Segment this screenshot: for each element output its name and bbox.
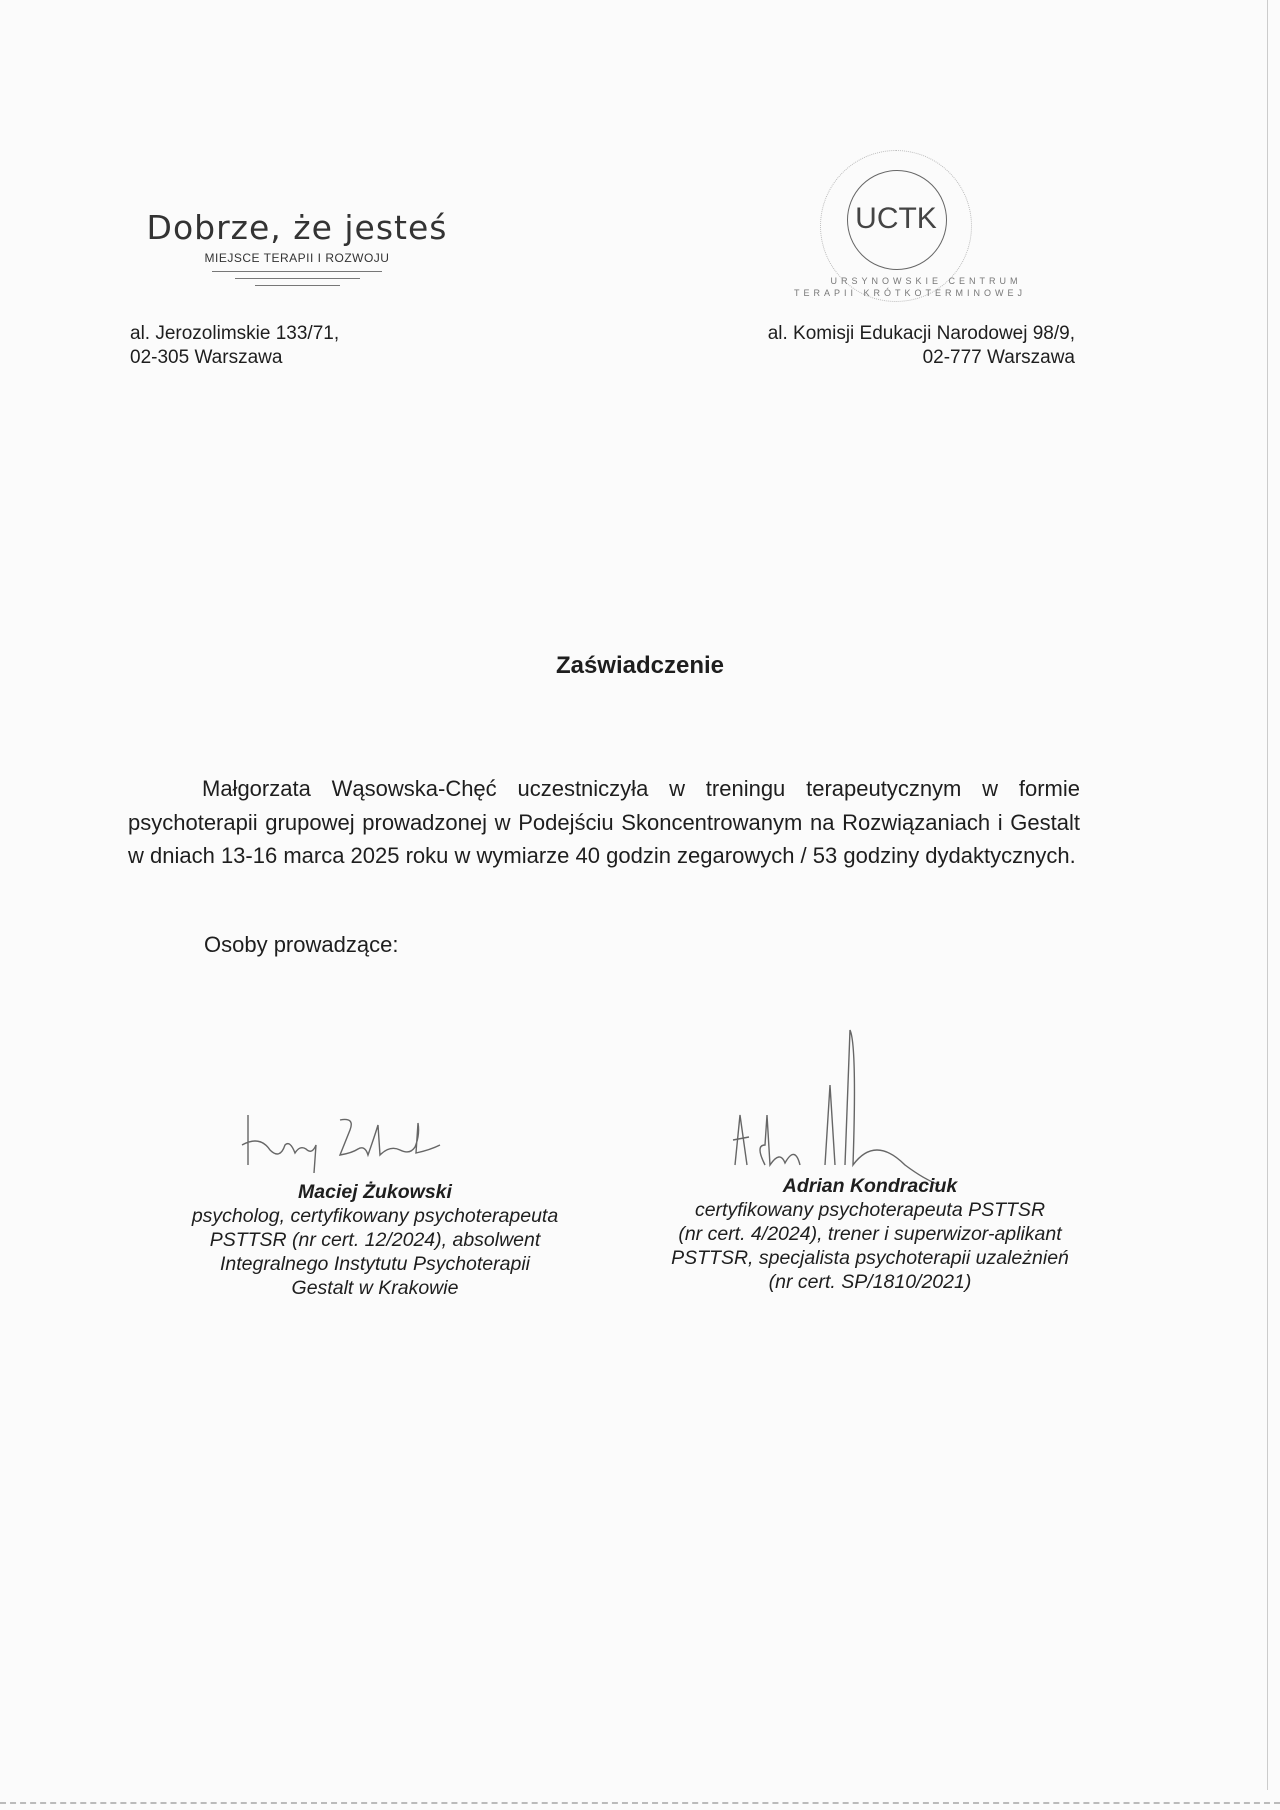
address-line: al. Komisji Edukacji Narodowej 98/9, (767, 323, 1075, 344)
divider (212, 271, 382, 272)
divider (255, 285, 340, 286)
brand-tagline: MIEJSCE TERAPII I ROZWOJU (204, 251, 390, 265)
address-line: al. Jerozolimskie 133/71, (130, 323, 340, 344)
uctk-logo (785, 150, 1035, 300)
address-line: 02-777 Warszawa (922, 347, 1075, 368)
leader-kondraciuk (620, 1174, 1120, 1294)
address-line: 02-305 Warszawa (130, 347, 283, 368)
right-address (768, 322, 1075, 370)
logo-line: URSYNOWSKIE CENTRUM (830, 276, 1022, 286)
leader-credential: certyfikowany psychoterapeuta PSTTSR (694, 1199, 1046, 1221)
leader-credential: PSTTSR, specjalista psychoterapii uzależnień (671, 1247, 1069, 1269)
leader-credential: Integralnego Instytutu Psychoterapii (219, 1253, 531, 1275)
logo-line: TERAPII KRÓTKOTERMINOWEJ (793, 288, 1026, 298)
logo-text: UCTK (855, 202, 937, 235)
leader-zukowski (160, 1180, 590, 1300)
leader-credential: (nr cert. 4/2024), trener i superwizor-aplikant (678, 1223, 1062, 1245)
page-edge (1267, 0, 1268, 1790)
leader-credential: (nr cert. SP/1810/2021) (768, 1271, 972, 1293)
signature-kondraciuk (725, 1025, 955, 1185)
left-address (130, 322, 339, 370)
leader-name: Adrian Kondraciuk (782, 1175, 958, 1197)
leader-credential: PSTTSR (nr cert. 12/2024), absolwent (209, 1229, 541, 1251)
dobrze-ze-jestes-logo (137, 208, 457, 286)
certificate-body: Małgorzata Wąsowska-Chęć uczestniczyła w treningu terapeutycznym w formie psychoterapii grupowej prowadzonej w Podejściu Skoncentrowanym na Rozwiązaniach i Gestalt w dniach 13-16 marca 2025 roku w wymiarze 40 godzin zegarowych / 53 godziny dydaktycznych. (128, 776, 1080, 868)
leaders-label: Osoby prowadzące: (204, 932, 399, 957)
leader-name: Maciej Żukowski (298, 1181, 452, 1203)
signature-zukowski (240, 1105, 500, 1175)
divider (235, 278, 360, 279)
brand-name: Dobrze, że jesteś (146, 208, 448, 247)
leader-credential: psycholog, certyfikowany psychoterapeuta (191, 1205, 559, 1227)
scan-bottom-edge (0, 1802, 1280, 1804)
leader-credential: Gestalt w Krakowie (291, 1277, 459, 1299)
document-title: Zaświadczenie (555, 652, 725, 679)
